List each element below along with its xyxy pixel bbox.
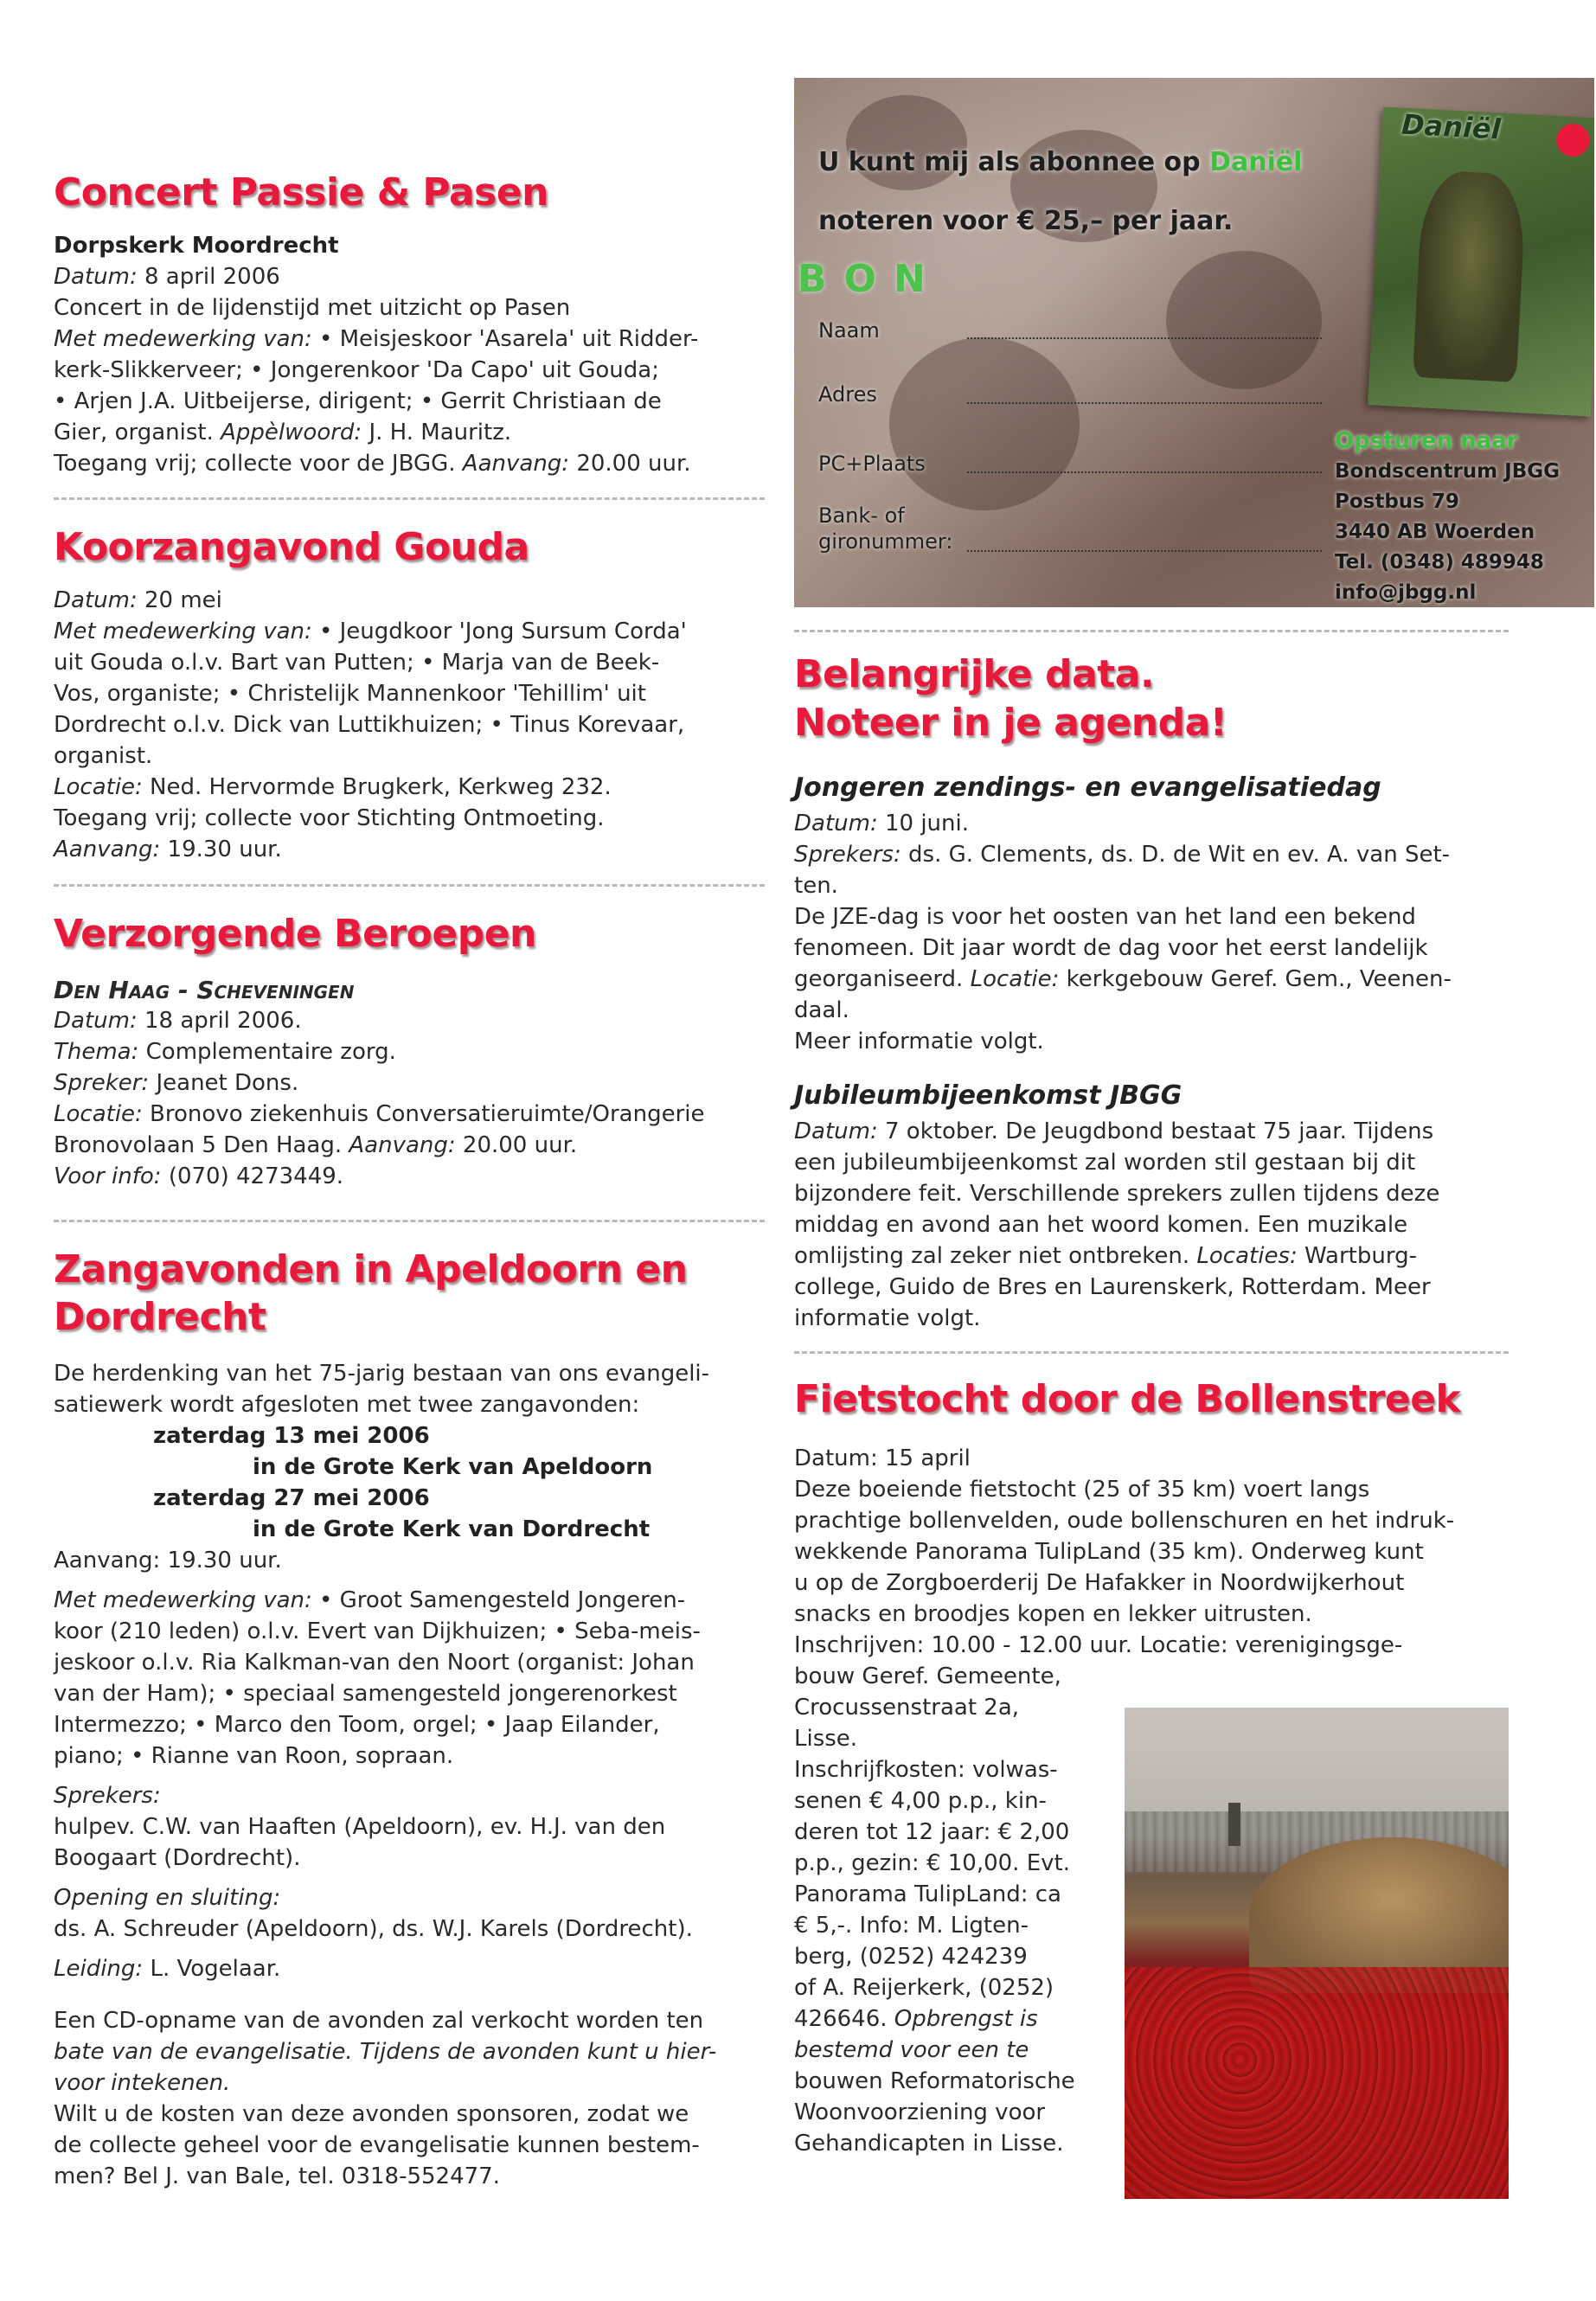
fiets-line: berg, (0252) 424239 xyxy=(794,1944,1028,1970)
zang-medewerking: Met medewerking van: • Groot Samengesteld Jongeren- xyxy=(54,1587,686,1613)
jze-line3: ten. xyxy=(794,873,838,899)
zang-sprekers2: Boogaart (Dordrecht). xyxy=(54,1845,301,1871)
koorzang-line2: uit Gouda o.l.v. Bart van Putten; • Marja van de Beek- xyxy=(54,650,660,676)
windmill-icon xyxy=(1228,1803,1240,1846)
jze-line7: daal. xyxy=(794,997,849,1023)
zang-opening-value: ds. A. Schreuder (Apeldoorn), ds. W.J. Karels (Dordrecht). xyxy=(54,1916,693,1942)
address-phone: Tel. (0348) 489948 xyxy=(1335,551,1544,574)
opsturen-label: Opsturen naar xyxy=(1335,428,1518,454)
daniel-magazine-cover xyxy=(1368,106,1594,416)
zang-date2: zaterdag 27 mei 2006 xyxy=(153,1485,430,1511)
koorzang-line3: Vos, organiste; • Christelijk Mannenkoor 'Tehillim' uit xyxy=(54,681,646,707)
concert-heading: Concert Passie & Pasen xyxy=(54,170,548,215)
coupon-line1: U kunt mij als abonnee op Daniël xyxy=(818,147,1303,177)
fiets-line: bouw Geref. Gemeente, xyxy=(794,1663,1061,1689)
adres-line[interactable] xyxy=(967,402,1322,404)
fiets-line: bouwen Reformatorische xyxy=(794,2068,1075,2094)
zang-date1: zaterdag 13 mei 2006 xyxy=(153,1423,430,1449)
coupon-line2: noteren voor € 25,– per jaar. xyxy=(818,206,1234,236)
fiets-line: u op de Zorgboerderij De Hafakker in Noordwijkerhout xyxy=(794,1570,1405,1596)
adres-label: Adres xyxy=(818,382,877,407)
zang-mm3: jeskoor o.l.v. Ria Kalkman-van den Noort (organist: Johan xyxy=(54,1650,695,1676)
divider xyxy=(794,1351,1509,1354)
fiets-line: of A. Reijerkerk, (0252) xyxy=(794,1975,1054,2001)
zang-opening-label: Opening en sluiting: xyxy=(54,1885,281,1911)
fiets-line: Gehandicapten in Lisse. xyxy=(794,2131,1064,2157)
zang-place2: in de Grote Kerk van Dordrecht xyxy=(253,1516,651,1542)
divider xyxy=(794,630,1509,632)
jubileum-line3: bijzondere feit. Verschillende sprekers zullen tijdens deze xyxy=(794,1181,1440,1207)
zang-spons1: Wilt u de kosten van deze avonden sponsoren, zodat we xyxy=(54,2101,689,2127)
zang-mm2: koor (210 leden) o.l.v. Evert van Dijkhuizen; • Seba-meis- xyxy=(54,1618,701,1644)
fiets-datum: Datum: 15 april xyxy=(794,1445,971,1471)
koorzang-datum: Datum: 20 mei xyxy=(54,587,222,613)
concert-line3: kerk-Slikkerveer; • Jongerenkoor 'Da Capo' uit Gouda; xyxy=(54,357,659,383)
subscription-coupon xyxy=(794,78,1594,607)
fiets-line: Panorama TulipLand: ca xyxy=(794,1881,1061,1907)
koorzang-line5: organist. xyxy=(54,743,153,769)
divider xyxy=(54,1220,765,1222)
zang-intro2: satiewerk wordt afgesloten met twee zangavonden: xyxy=(54,1392,640,1418)
jubileum-title: Jubileumbijeenkomst JBGG xyxy=(794,1080,1183,1111)
jze-line8: Meer informatie volgt. xyxy=(794,1029,1044,1054)
fiets-line: Inschrijfkosten: volwas- xyxy=(794,1757,1058,1783)
concert-venue: Dorpskerk Moordrecht xyxy=(54,233,339,259)
bank-label1: Bank- of xyxy=(818,503,905,528)
fiets-line: bestemd voor een te xyxy=(794,2037,1029,2063)
zang-aanvang: Aanvang: 19.30 uur. xyxy=(54,1548,282,1574)
zang-mm5: Intermezzo; • Marco den Toom, orgel; • Jaap Eilander, xyxy=(54,1712,660,1738)
zang-cd3: voor intekenen. xyxy=(54,2070,231,2096)
fiets-line: Crocussenstraat 2a, xyxy=(794,1695,1020,1721)
naam-label: Naam xyxy=(818,318,880,343)
fiets-line: p.p., gezin: € 10,00. Evt. xyxy=(794,1850,1070,1876)
verzorgende-datum: Datum: 18 april 2006. xyxy=(54,1008,302,1034)
verzorgende-heading: Verzorgende Beroepen xyxy=(54,912,536,956)
jze-sprekers: Sprekers: ds. G. Clements, ds. D. de Wit en ev. A. van Set- xyxy=(794,842,1451,868)
bank-label2: gironummer: xyxy=(818,529,953,554)
divider xyxy=(54,884,765,887)
address-line: 3440 AB Woerden xyxy=(1335,521,1535,543)
fiets-line: Deze boeiende fietstocht (25 of 35 km) voert langs xyxy=(794,1477,1370,1503)
zang-sprekers1: hulpev. C.W. van Haaften (Apeldoorn), ev. H.J. van den xyxy=(54,1814,666,1840)
pcplaats-label: PC+Plaats xyxy=(818,452,926,476)
divider xyxy=(54,497,765,500)
photo-tulips xyxy=(1125,1967,1509,2199)
bank-line[interactable] xyxy=(967,550,1322,552)
koorzang-locatie: Locatie: Ned. Hervormde Brugkerk, Kerkweg 232. xyxy=(54,774,612,800)
magazine-badge-icon xyxy=(1556,123,1591,157)
zang-leiding: Leiding: L. Vogelaar. xyxy=(54,1956,281,1982)
jubileum-line7: informatie volgt. xyxy=(794,1305,981,1331)
zang-mm4: van der Ham); • speciaal samengesteld jongerenorkest xyxy=(54,1681,677,1707)
fiets-line: prachtige bollenvelden, oude bollenschuren en het indruk- xyxy=(794,1508,1455,1534)
photo-figure xyxy=(889,337,1080,510)
verzorgende-spreker: Spreker: Jeanet Dons. xyxy=(54,1070,299,1096)
koorzang-aanvang: Aanvang: 19.30 uur. xyxy=(54,836,282,862)
verzorgende-info: Voor info: (070) 4273449. xyxy=(54,1163,344,1189)
jubileum-datum: Datum: 7 oktober. De Jeugdbond bestaat 75 jaar. Tijdens xyxy=(794,1118,1434,1144)
belangrijk-heading-line1: Belangrijke data. xyxy=(794,652,1155,696)
concert-line1: Concert in de lijdenstijd met uitzicht op Pasen xyxy=(54,295,571,321)
koorzang-line7: Toegang vrij; collecte voor Stichting Ontmoeting. xyxy=(54,805,605,831)
naam-line[interactable] xyxy=(967,337,1322,339)
verzorgende-line5: Bronovolaan 5 Den Haag. Aanvang: 20.00 uur. xyxy=(54,1132,578,1158)
fiets-line: snacks en broodjes kopen en lekker uitrusten. xyxy=(794,1601,1312,1627)
fiets-heading: Fietstocht door de Bollenstreek xyxy=(794,1377,1461,1421)
fiets-line: Lisse. xyxy=(794,1726,858,1752)
jubileum-line4: middag en avond aan het woord komen. Een muzikale xyxy=(794,1212,1408,1238)
zang-mm6: piano; • Rianne van Roon, sopraan. xyxy=(54,1743,454,1769)
jze-line5: fenomeen. Dit jaar wordt de dag voor het eerst landelijk xyxy=(794,935,1428,961)
coupon-bon: BON xyxy=(798,257,943,301)
verzorgende-locatie: Locatie: Bronovo ziekenhuis Conversatieruimte/Orangerie xyxy=(54,1101,705,1127)
jubileum-line5: omlijsting zal zeker niet ontbreken. Locaties: Wartburg- xyxy=(794,1243,1417,1269)
belangrijk-heading-line2: Noteer in je agenda! xyxy=(794,701,1227,745)
zang-sprekers-label: Sprekers: xyxy=(54,1783,161,1809)
fiets-line: wekkende Panorama TulipLand (35 km). Onderweg kunt xyxy=(794,1539,1424,1565)
fiets-line: senen € 4,00 p.p., kin- xyxy=(794,1788,1047,1814)
jze-line4: De JZE-dag is voor het oosten van het land een bekend xyxy=(794,904,1416,930)
jze-line6: georganiseerd. Locatie: kerkgebouw Geref. Gem., Veenen- xyxy=(794,966,1452,992)
zang-cd2: bate van de evangelisatie. Tijdens de avonden kunt u hier- xyxy=(54,2039,717,2065)
concert-line6: Toegang vrij; collecte voor de JBGG. Aanvang: 20.00 uur. xyxy=(54,451,691,477)
fiets-line: Inschrijven: 10.00 - 12.00 uur. Locatie: verenigingsge- xyxy=(794,1632,1403,1658)
koorzang-line4: Dordrecht o.l.v. Dick van Luttikhuizen; • Tinus Korevaar, xyxy=(54,712,685,738)
zang-spons3: men? Bel J. van Bale, tel. 0318-552477. xyxy=(54,2163,500,2189)
address-email: info@jbgg.nl xyxy=(1335,581,1477,604)
koorzang-medewerking: Met medewerking van: • Jeugdkoor 'Jong Sursum Corda' xyxy=(54,619,687,644)
zang-heading-line1: Zangavonden in Apeldoorn en xyxy=(54,1247,688,1292)
fiets-line: € 5,-. Info: M. Ligten- xyxy=(794,1913,1029,1939)
fiets-line: 426646. Opbrengst is xyxy=(794,2006,1038,2032)
jubileum-line2: een jubileumbijeenkomst zal worden stil gestaan bij dit xyxy=(794,1150,1416,1176)
jze-datum: Datum: 10 juni. xyxy=(794,811,970,836)
zang-intro1: De herdenking van het 75-jarig bestaan van ons evangeli- xyxy=(54,1361,710,1387)
address-line: Postbus 79 xyxy=(1335,490,1459,513)
address-line: Bondscentrum JBGG xyxy=(1335,460,1560,483)
photo-figure xyxy=(1166,251,1322,389)
soldier-image xyxy=(1413,170,1527,382)
fiets-line: deren tot 12 jaar: € 2,00 xyxy=(794,1819,1070,1845)
tulip-field-photo xyxy=(1125,1708,1509,2199)
zang-spons2: de collecte geheel voor de evangelisatie kunnen bestem- xyxy=(54,2132,700,2158)
zang-heading-line2: Dordrecht xyxy=(54,1295,266,1339)
magazine-title: Daniël xyxy=(1401,107,1502,146)
pcplaats-line[interactable] xyxy=(967,471,1322,473)
concert-line5: Gier, organist. Appèlwoord: J. H. Mauritz. xyxy=(54,420,512,445)
zang-cd1: Een CD-opname van de avonden zal verkocht worden ten xyxy=(54,2008,704,2034)
send-address xyxy=(1335,426,1560,607)
jubileum-line6: college, Guido de Bres en Laurenskerk, Rotterdam. Meer xyxy=(794,1274,1431,1300)
zang-place1: in de Grote Kerk van Apeldoorn xyxy=(253,1454,653,1480)
fiets-line: Woonvoorziening voor xyxy=(794,2099,1046,2125)
concert-datum: Datum: 8 april 2006 xyxy=(54,264,280,290)
verzorgende-thema: Thema: Complementaire zorg. xyxy=(54,1039,396,1065)
jze-title: Jongeren zendings- en evangelisatiedag xyxy=(794,772,1381,803)
concert-medewerking: Met medewerking van: • Meisjeskoor 'Asarela' uit Ridder- xyxy=(54,326,699,352)
verzorgende-place: Den Haag - Scheveningen xyxy=(54,976,355,1004)
concert-line4: • Arjen J.A. Uitbeijerse, dirigent; • Gerrit Christiaan de xyxy=(54,388,662,414)
koorzang-heading: Koorzangavond Gouda xyxy=(54,525,529,569)
